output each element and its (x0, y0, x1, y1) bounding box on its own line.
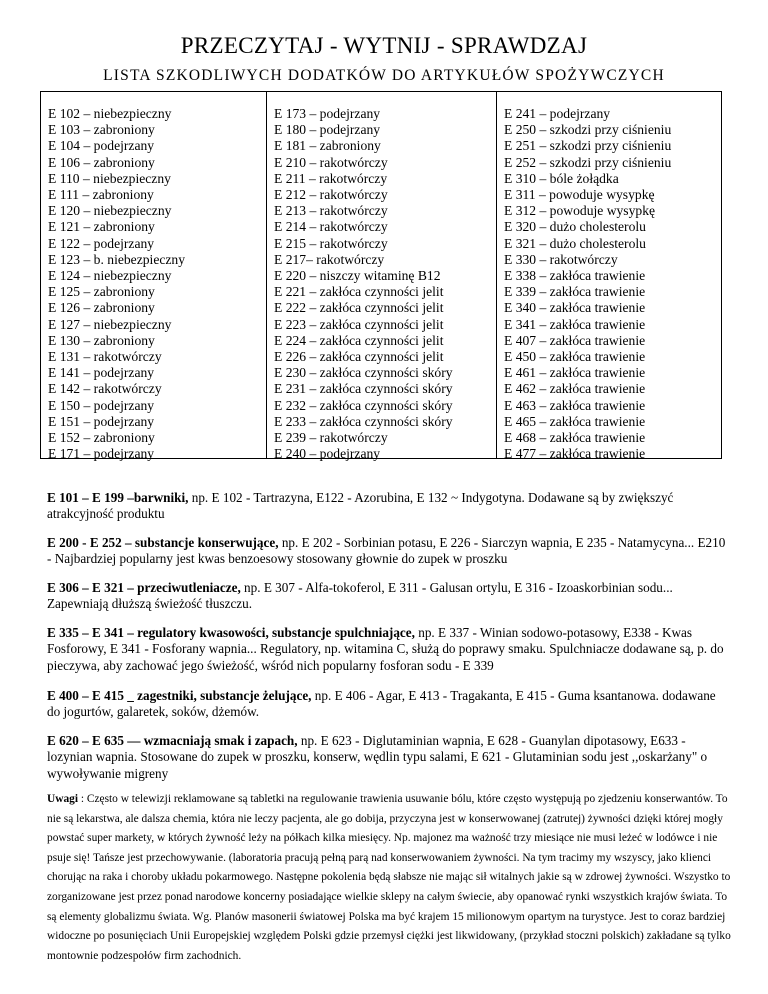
additive-entry: E 121 – zabroniony (48, 219, 155, 235)
additive-entry: E 468 – zakłóca trawienie (504, 430, 646, 446)
additive-entry: E 330 – rakotwórczy (504, 251, 618, 267)
section-wzmacniacze (47, 733, 727, 782)
additive-entry: E 461 – zakłóca trawienie (504, 365, 646, 381)
additive-entry: E 130 – zabroniony (48, 332, 155, 348)
additive-entry: E 104 – podejrzany (48, 138, 155, 154)
notes-text: : Często w telewizji reklamowane są tabletki na regulowanie trawienia usuwanie bólu, które często występują po zjedzeniu konserwantów. To nie są lekarstwa, ale dalsza chemia, która nie leczy pacjenta, ale go dobija, przyczyna jest w konserwowanej (zatrutej) żywności dzięki której mogły powstać super markety, w których żywność leży na półkach kilka miesięcy. Np. majonez ma ważność trzy miesiące nie musi leżeć w lodówce i nie psuje się! Tańsze jest przechowywanie. (laboratoria pracują pełną parą nad konserwowaniem żywności. Na tym tracimy my wszyscy, jako klienci chorując na raka i choroby układu pokarmowego. Następne pokolenia będą słabsze nie mając sił witalnych jakie są w zdrowej żywności. Wszystko to zorganizowane jest przez ponad narodowe koncerny posiadające wielkie sklepy na całym świecie, aby opanować rynki wszystkich krajów świata. To są elementy globalizmu świata. Wg. Planów masonerii światowej Polska ma być krajem 15 milionowym opartym na turystyce. Jest to coraz bardziej widoczne po posunięciach Unii Europejskiej względem Polski gdzie przemysł ciężki jest likwidowany, (przykład stoczni polskich) zakładane są tylko montownie podzespołów firm zachodnich. (47, 793, 731, 962)
additive-entry: E 150 – podejrzany (48, 397, 155, 413)
additive-entry: E 340 – zakłóca trawienie (504, 300, 646, 316)
section-text: np. E 102 - Tartrazyna, E122 - Azorubina, E 132 ~ Indygotyna. Dodawane są by zwiększyć atrakcyjność produktu (47, 490, 674, 522)
notes-label: Uwagi (47, 793, 79, 805)
additive-entry: E 463 – zakłóca trawienie (504, 397, 646, 413)
additive-entry: E 321 – dużo cholesterolu (504, 235, 646, 251)
section-barwniki (47, 490, 727, 523)
additive-entry: E 210 – rakotwórczy (274, 154, 388, 170)
additive-entry: E 224 – zakłóca czynności jelit (274, 332, 444, 348)
additive-entry: E 220 – niszczy witaminę B12 (274, 268, 441, 284)
additive-entry: E 232 – zakłóca czynności skóry (274, 397, 453, 413)
additive-entry: E 173 – podejrzany (274, 106, 381, 121)
additive-entry: E 230 – zakłóca czynności skóry (274, 365, 453, 381)
page-title: PRZECZYTAJ - WYTNIJ - SPRAWDZAJ (180, 33, 588, 58)
additive-entry: E 124 – niebezpieczny (48, 268, 172, 284)
additive-entry: E 222 – zakłóca czynności jelit (274, 300, 444, 316)
additive-entry: E 126 – zabroniony (48, 300, 155, 316)
additives-table (40, 91, 722, 462)
additive-entry: E 171 – podejrzany (48, 446, 155, 462)
section-text: np. E 406 - Agar, E 413 - Tragakanta, E 415 - Guma ksantanowa. dodawane do jogurtów, galaretek, soków, dżemów. (47, 688, 716, 720)
additive-entry: E 213 – rakotwórczy (274, 203, 388, 219)
section-konserwujace (47, 535, 727, 568)
additive-entry: E 407 – zakłóca trawienie (504, 332, 646, 348)
additive-entry: E 215 – rakotwórczy (274, 235, 388, 251)
additive-entry: E 141 – podejrzany (48, 365, 155, 381)
additive-entry: E 211 – rakotwórczy (274, 170, 388, 186)
additive-entry: E 311 – powoduje wysypkę (504, 187, 655, 203)
additive-entry: E 102 – niebezpieczny (48, 106, 172, 121)
section-text: np. E 623 - Diglutaminian wapnia, E 628 - Guanylan dipotasowy, E633 -lozynian wapnia. Stosowane do zupek w proszku, konserw, wędlin typu salami, E 621 - Glutaminian sodu jest ,,oskarżany" o wywoływanie migreny (47, 733, 708, 781)
additive-entry: E 310 – bóle żołądka (504, 170, 619, 186)
additive-entry: E 226 – zakłóca czynności jelit (274, 349, 444, 365)
additive-entry: E 122 – podejrzany (48, 235, 155, 251)
additive-entry: E 106 – zabroniony (48, 154, 155, 170)
additive-entry: E 217– rakotwórczy (274, 251, 385, 267)
additive-entry: E 477 – zakłóca trawienie (504, 446, 646, 462)
additive-entry: E 151 – podejrzany (48, 413, 155, 429)
additive-entry: E 221 – zakłóca czynności jelit (274, 284, 444, 300)
additive-entry: E 214 – rakotwórczy (274, 219, 388, 235)
additives-column-1 (41, 92, 266, 462)
section-zagestniki (47, 688, 727, 721)
additive-entry: E 462 – zakłóca trawienie (504, 381, 646, 397)
section-heading: E 400 – E 415 _ zagestniki, substancje żelujące, (47, 688, 312, 703)
additive-entry: E 231 – zakłóca czynności skóry (274, 381, 453, 397)
additive-entry: E 223 – zakłóca czynności jelit (274, 316, 444, 332)
additive-entry: E 338 – zakłóca trawienie (504, 268, 646, 284)
section-heading: E 335 – E 341 – regulatory kwasowości, substancje spulchniające, (47, 625, 415, 640)
additive-entry: E 131 – rakotwórczy (48, 349, 162, 365)
additive-entry: E 142 – rakotwórczy (48, 381, 162, 397)
additive-entry: E 180 – podejrzany (274, 122, 381, 138)
additive-entry: E 465 – zakłóca trawienie (504, 413, 646, 429)
additive-entry: E 125 – zabroniony (48, 284, 155, 300)
notes-paragraph (47, 790, 737, 966)
section-heading: E 620 – E 635 — wzmacniają smak i zapach, (47, 733, 298, 748)
additive-entry: E 250 – szkodzi przy ciśnieniu (504, 122, 672, 138)
section-text: np. E 202 - Sorbinian potasu, E 226 - Siarczyn wapnia, E 235 - Natamycyna... E210 - Najbardziej popularny jest kwas benzoesowy stosowany głownie do zupek w proszku (47, 535, 726, 567)
additive-entry: E 252 – szkodzi przy ciśnieniu (504, 154, 672, 170)
section-regulatory (47, 625, 727, 674)
additive-entry: E 103 – zabroniony (48, 122, 155, 138)
additive-entry: E 181 – zabroniony (274, 138, 381, 154)
additive-entry: E 339 – zakłóca trawienie (504, 284, 646, 300)
section-heading: E 200 - E 252 – substancje konserwujące, (47, 535, 279, 550)
additive-entry: E 110 – niebezpieczny (48, 170, 171, 186)
additive-entry: E 233 – zakłóca czynności skóry (274, 413, 453, 429)
additive-entry: E 312 – powoduje wysypkę (504, 203, 656, 219)
section-heading: E 306 – E 321 – przeciwutleniacze, (47, 580, 241, 595)
additive-entry: E 239 – rakotwórczy (274, 430, 388, 446)
additive-entry: E 341 – zakłóca trawienie (504, 316, 646, 332)
page-subtitle: LISTA SZKODLIWYCH DODATKÓW DO ARTYKUŁÓW SPOŻYWCZYCH (103, 67, 665, 84)
additive-entry: E 152 – zabroniony (48, 430, 155, 446)
additive-entry: E 120 – niebezpieczny (48, 203, 172, 219)
additive-entry: E 251 – szkodzi przy ciśnieniu (504, 138, 672, 154)
additive-entry: E 127 – niebezpieczny (48, 316, 172, 332)
section-przeciwutleniacze (47, 580, 727, 613)
additive-entry: E 212 – rakotwórczy (274, 187, 388, 203)
additives-column-3 (496, 92, 721, 462)
additive-entry: E 240 – podejrzany (274, 446, 381, 462)
additive-entry: E 450 – zakłóca trawienie (504, 349, 646, 365)
additive-entry: E 123 – b. niebezpieczny (48, 251, 186, 267)
section-heading: E 101 – E 199 –barwniki, (47, 490, 189, 505)
additive-entry: E 111 – zabroniony (48, 187, 154, 203)
additives-column-2 (266, 92, 496, 462)
section-text: np. E 307 - Alfa-tokoferol, E 311 - Galusan ortylu, E 316 - Izoaskorbinian sodu... Zapewniają dłuższą świeżość tłuszczu. (47, 580, 673, 612)
section-text: np. E 337 - Winian sodowo-potasowy, E338 - Kwas Fosforowy, E 341 - Fosforany wapnia... Regulatory, np. witamina C, służą do poprawy smaku. Spulchniacze dodawane są, p. do pieczywa, aby zachować jego świeżość, wśród nich popularny fosforan sodu - E 339 (47, 625, 724, 673)
additive-entry: E 320 – dużo cholesterolu (504, 219, 646, 235)
additive-entry: E 241 – podejrzany (504, 106, 611, 121)
